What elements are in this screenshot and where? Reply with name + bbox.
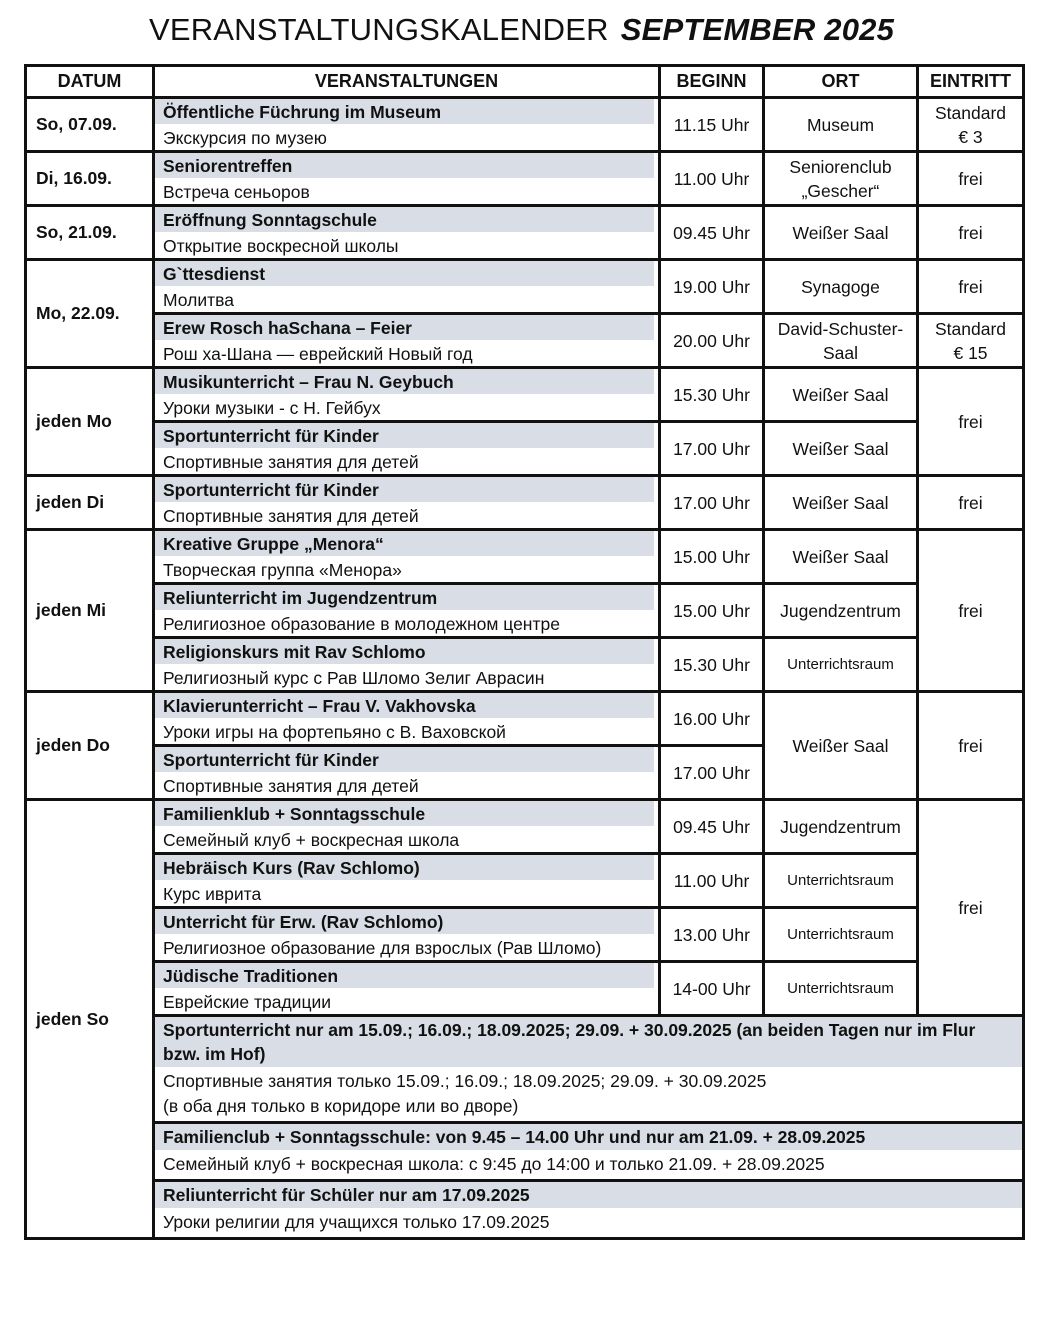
event-title-de: Unterricht für Erw. (Rav Schlomo) bbox=[155, 909, 658, 934]
event-cell bbox=[154, 530, 660, 584]
event-title-ru: Встреча сеньоров bbox=[163, 182, 310, 202]
event-title-ru: Спортивные занятия для детей bbox=[163, 776, 419, 796]
title-month: SEPTEMBER 2025 bbox=[620, 12, 895, 47]
table-row bbox=[26, 260, 1024, 314]
table-row bbox=[26, 314, 1024, 368]
event-title-ru: Семейный клуб + воскресная школа bbox=[163, 830, 460, 850]
date-cell: jeden So bbox=[26, 800, 154, 1239]
event-title-ru: Религиозное образование для взрослых (Рав Шломо) bbox=[163, 938, 602, 958]
note-title-de: Reliunterricht für Schüler nur am 17.09.2025 bbox=[155, 1182, 1022, 1208]
place-cell: Weißer Saal bbox=[764, 692, 918, 800]
event-title-de: Reliunterricht im Jugendzentrum bbox=[155, 585, 658, 610]
place-cell: Unterrichtsraum bbox=[764, 638, 918, 692]
event-title-de: Jüdische Traditionen bbox=[155, 963, 658, 988]
event-title-de: Hebräisch Kurs (Rav Schlomo) bbox=[155, 855, 658, 880]
event-title-ru: Открытие воскресной школы bbox=[163, 236, 399, 256]
table-row bbox=[26, 962, 1024, 1016]
event-title-ru: Уроки музыки - с Н. Гейбух bbox=[163, 398, 381, 418]
date-cell: jeden Di bbox=[26, 476, 154, 530]
event-cell bbox=[154, 368, 660, 422]
event-cell bbox=[154, 584, 660, 638]
place-cell: Weißer Saal bbox=[764, 422, 918, 476]
table-row bbox=[26, 206, 1024, 260]
place-cell: Weißer Saal bbox=[764, 476, 918, 530]
event-title-de: Religionskurs mit Rav Schlomo bbox=[155, 639, 658, 664]
date-cell: jeden Mo bbox=[26, 368, 154, 476]
event-title-de: Sportunterricht für Kinder bbox=[155, 423, 658, 448]
event-title-de: Familienklub + Sonntagsschule bbox=[155, 801, 658, 826]
event-title-ru: Спортивные занятия для детей bbox=[163, 506, 419, 526]
event-cell bbox=[154, 476, 660, 530]
time-cell: 15.30 Uhr bbox=[660, 638, 764, 692]
entry-cell: frei bbox=[918, 152, 1024, 206]
time-cell: 15.30 Uhr bbox=[660, 368, 764, 422]
event-title-ru: Творческая группа «Менора» bbox=[163, 560, 402, 580]
event-title-ru: Религиозный курс с Рав Шломо Зелиг Аврасин bbox=[163, 668, 545, 688]
event-title-de: Erew Rosch haSchana – Feier bbox=[155, 315, 658, 340]
event-cell bbox=[154, 962, 660, 1016]
place-cell: Weißer Saal bbox=[764, 530, 918, 584]
note-cell bbox=[154, 1016, 1024, 1123]
table-row bbox=[26, 800, 1024, 854]
place-cell: Jugendzentrum bbox=[764, 584, 918, 638]
event-title-de: Öffentliche Füchrung im Museum bbox=[155, 99, 658, 124]
date-cell: Di, 16.09. bbox=[26, 152, 154, 206]
time-cell: 13.00 Uhr bbox=[660, 908, 764, 962]
place-cell: Weißer Saal bbox=[764, 206, 918, 260]
note-row bbox=[26, 1016, 1024, 1123]
entry-cell: frei bbox=[918, 692, 1024, 800]
event-title-de: Sportunterricht für Kinder bbox=[155, 747, 658, 772]
note-text-ru: Семейный клуб + воскресная школа: с 9:45 до 14:00 и только 21.09. + 28.09.2025 bbox=[163, 1154, 825, 1174]
table-row bbox=[26, 368, 1024, 422]
event-title-de: Klavierunterricht – Frau V. Vakhovska bbox=[155, 693, 658, 718]
table-row bbox=[26, 692, 1024, 746]
event-cell bbox=[154, 908, 660, 962]
event-cell bbox=[154, 260, 660, 314]
event-cell bbox=[154, 206, 660, 260]
place-cell: Jugendzentrum bbox=[764, 800, 918, 854]
event-title-ru: Молитва bbox=[163, 290, 234, 310]
event-title-ru: Религиозное образование в молодежном центре bbox=[163, 614, 560, 634]
place-cell: Unterrichtsraum bbox=[764, 908, 918, 962]
place-cell: David-Schuster- Saal bbox=[764, 314, 918, 368]
event-cell bbox=[154, 692, 660, 746]
time-cell: 20.00 Uhr bbox=[660, 314, 764, 368]
table-row bbox=[26, 476, 1024, 530]
entry-cell: frei bbox=[918, 260, 1024, 314]
event-title-de: G`ttesdienst bbox=[155, 261, 658, 286]
event-title-ru: Спортивные занятия для детей bbox=[163, 452, 419, 472]
note-text-ru: Уроки религии для учащихся только 17.09.2025 bbox=[163, 1212, 550, 1232]
date-cell: jeden Do bbox=[26, 692, 154, 800]
page-title bbox=[0, 12, 1043, 48]
entry-cell: frei bbox=[918, 530, 1024, 692]
date-cell: jeden Mi bbox=[26, 530, 154, 692]
place-cell: Synagoge bbox=[764, 260, 918, 314]
note-title-de: Sportunterricht nur am 15.09.; 16.09.; 18.09.2025; 29.09. + 30.09.2025 (an beiden Tagen nur im Flur bzw. im Hof) bbox=[155, 1017, 1022, 1067]
time-cell: 09.45 Uhr bbox=[660, 206, 764, 260]
event-title-de: Sportunterricht für Kinder bbox=[155, 477, 658, 502]
event-title-ru: Курс иврита bbox=[163, 884, 262, 904]
table-row bbox=[26, 638, 1024, 692]
time-cell: 15.00 Uhr bbox=[660, 584, 764, 638]
place-cell: Museum bbox=[764, 98, 918, 152]
entry-cell: Standard € 15 bbox=[918, 314, 1024, 368]
title-main: VERANSTALTUNGSKALENDER bbox=[148, 12, 609, 47]
time-cell: 16.00 Uhr bbox=[660, 692, 764, 746]
table-row bbox=[26, 908, 1024, 962]
event-cell bbox=[154, 314, 660, 368]
date-cell: So, 21.09. bbox=[26, 206, 154, 260]
event-cell bbox=[154, 98, 660, 152]
time-cell: 11.15 Uhr bbox=[660, 98, 764, 152]
time-cell: 11.00 Uhr bbox=[660, 152, 764, 206]
date-cell: So, 07.09. bbox=[26, 98, 154, 152]
note-row bbox=[26, 1123, 1024, 1181]
event-cell bbox=[154, 422, 660, 476]
time-cell: 19.00 Uhr bbox=[660, 260, 764, 314]
time-cell: 17.00 Uhr bbox=[660, 476, 764, 530]
event-title-de: Musikunterricht – Frau N. Geybuch bbox=[155, 369, 658, 394]
event-cell bbox=[154, 800, 660, 854]
header-ort: ORT bbox=[764, 66, 918, 98]
note-title-de: Familienclub + Sonntagsschule: von 9.45 – 14.00 Uhr und nur am 21.09. + 28.09.2025 bbox=[155, 1124, 1022, 1150]
note-row bbox=[26, 1181, 1024, 1239]
entry-cell: frei bbox=[918, 368, 1024, 476]
note-text-ru: Спортивные занятия только 15.09.; 16.09.; 18.09.2025; 29.09. + 30.09.2025 (в оба дня только в коридоре или во дворе) bbox=[163, 1071, 767, 1116]
entry-cell: frei bbox=[918, 206, 1024, 260]
event-title-ru: Рош ха-Шана — еврейский Новый год bbox=[163, 344, 473, 364]
event-title-de: Seniorentreffen bbox=[155, 153, 658, 178]
event-title-de: Kreative Gruppe „Menora“ bbox=[155, 531, 658, 556]
time-cell: 11.00 Uhr bbox=[660, 854, 764, 908]
event-title-de: Eröffnung Sonntagschule bbox=[155, 207, 658, 232]
note-cell bbox=[154, 1123, 1024, 1181]
place-cell: Seniorenclub „Gescher“ bbox=[764, 152, 918, 206]
table-row bbox=[26, 530, 1024, 584]
table-row bbox=[26, 152, 1024, 206]
event-cell bbox=[154, 854, 660, 908]
time-cell: 15.00 Uhr bbox=[660, 530, 764, 584]
event-cell bbox=[154, 152, 660, 206]
entry-cell: frei bbox=[918, 800, 1024, 1016]
header-veranstaltungen: VERANSTALTUNGEN bbox=[154, 66, 660, 98]
place-cell: Unterrichtsraum bbox=[764, 962, 918, 1016]
entry-cell: frei bbox=[918, 476, 1024, 530]
header-datum: DATUM bbox=[26, 66, 154, 98]
event-title-ru: Экскурсия по музею bbox=[163, 128, 327, 148]
time-cell: 09.45 Uhr bbox=[660, 800, 764, 854]
date-cell: Mo, 22.09. bbox=[26, 260, 154, 368]
event-title-ru: Еврейские традиции bbox=[163, 992, 332, 1012]
event-cell bbox=[154, 746, 660, 800]
place-cell: Weißer Saal bbox=[764, 368, 918, 422]
header-eintritt: EINTRITT bbox=[918, 66, 1024, 98]
table-row bbox=[26, 854, 1024, 908]
header-row bbox=[26, 66, 1024, 98]
time-cell: 17.00 Uhr bbox=[660, 422, 764, 476]
event-calendar-table bbox=[24, 64, 1025, 1240]
event-title-ru: Уроки игры на фортепьяно с В. Ваховской bbox=[163, 722, 506, 742]
note-cell bbox=[154, 1181, 1024, 1239]
table-row bbox=[26, 584, 1024, 638]
time-cell: 14-00 Uhr bbox=[660, 962, 764, 1016]
entry-cell: Standard € 3 bbox=[918, 98, 1024, 152]
event-cell bbox=[154, 638, 660, 692]
header-beginn: BEGINN bbox=[660, 66, 764, 98]
table-row bbox=[26, 98, 1024, 152]
time-cell: 17.00 Uhr bbox=[660, 746, 764, 800]
table-row bbox=[26, 422, 1024, 476]
place-cell: Unterrichtsraum bbox=[764, 854, 918, 908]
